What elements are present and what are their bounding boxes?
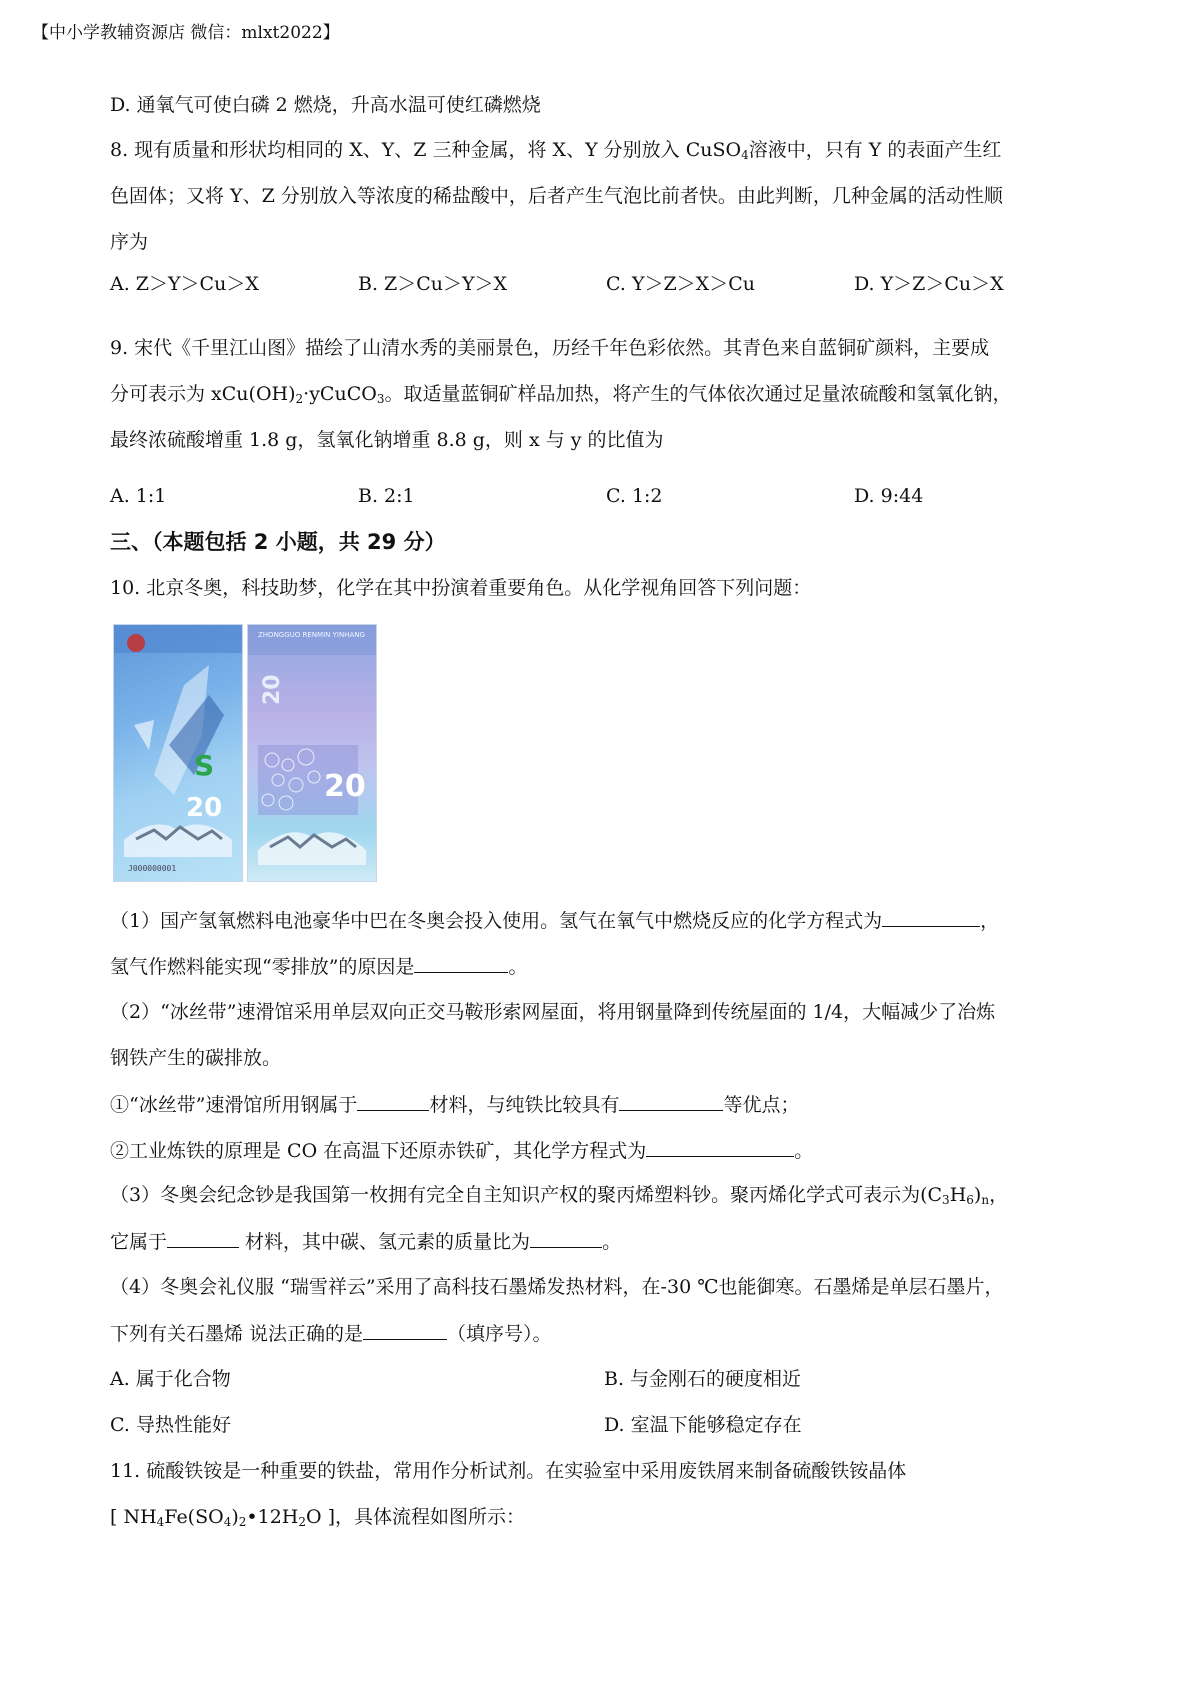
- banknote-bank-name: ZHONGGUO RENMIN YINHANG: [258, 631, 365, 639]
- banknote-front-image: [113, 624, 243, 882]
- answer-blank[interactable]: [167, 1227, 239, 1248]
- q10-part2-line-1: （2）“冰丝带”速滑馆采用单层双向正交马鞍形索网屋面，将用钢量降到传统屋面的 1/4，大幅减少了冶炼: [110, 1001, 996, 1023]
- answer-blank[interactable]: [530, 1227, 602, 1248]
- q8-option-a: A. Z＞Y＞Cu＞X: [110, 273, 259, 295]
- q10-part4-option-b: B. 与金刚石的硬度相近: [604, 1368, 802, 1390]
- q10-part4-option-a: A. 属于化合物: [110, 1368, 231, 1390]
- q8-line-2: 色固体；又将 Y、Z 分别放入等浓度的稀盐酸中，后者产生气泡比前者快。由此判断，几种金属的活动性顺: [110, 185, 1003, 207]
- q10-part2-line-2: 钢铁产生的碳排放。: [110, 1047, 282, 1069]
- answer-blank[interactable]: [357, 1090, 429, 1111]
- banknote-figure: [113, 624, 373, 880]
- q9-option-a: A. 1:1: [110, 485, 167, 507]
- q9-option-d: D. 9:44: [854, 485, 924, 507]
- q10-part1-line-1: （1）国产氢氧燃料电池豪华中巴在冬奥会投入使用。氢气在氧气中燃烧反应的化学方程式为 ，: [110, 906, 999, 935]
- q9-option-b: B. 2:1: [358, 485, 415, 507]
- q7-option-d: D. 通氧气可使白磷 2 燃烧，升高水温可使红磷燃烧: [110, 94, 541, 116]
- q10-part4-line-1: （4）冬奥会礼仪服 “瑞雪祥云”采用了高科技石墨烯发热材料，在-30 ℃也能御寒。石墨烯是单层石墨片，: [110, 1276, 1004, 1298]
- q10-part4-line-2: 下列有关石墨烯 说法正确的是 （填序号）。: [110, 1319, 552, 1348]
- q9-line-2: 分可表示为 $xCu(OH)_2\cdot yCuCO_3$。取适量蓝铜矿样品加热，将产生的气体依次通过足量浓硫酸和氢氧化钠，: [110, 383, 1012, 406]
- banknote-serial: J000000001: [128, 864, 177, 873]
- answer-blank[interactable]: [882, 906, 980, 927]
- q10-intro: 10. 北京冬奥，科技助梦，化学在其中扮演着重要角色。从化学视角回答下列问题：: [110, 577, 812, 599]
- q10-part2-sub-1: ①“冰丝带”速滑馆所用钢属于 材料，与纯铁比较具有 等优点；: [110, 1090, 799, 1119]
- q10-part3-line-1: （3）冬奥会纪念钞是我国第一枚拥有完全自主知识产权的聚丙烯塑料钞。聚丙烯化学式可表示为$(C_3H_6)_n$，: [110, 1184, 1009, 1207]
- banknote-back-art: [248, 625, 376, 881]
- q10-part4-option-c: C. 导热性能好: [110, 1414, 231, 1436]
- answer-blank[interactable]: [414, 952, 508, 973]
- q8-option-d: D. Y＞Z＞Cu＞X: [854, 273, 1004, 295]
- page-header: 【中小学教辅资源店 微信：mlxt2022】: [32, 23, 340, 43]
- banknote-back-denomination-vertical: 20: [260, 674, 285, 705]
- banknote-back-denomination: 20: [324, 769, 366, 804]
- q11-line-1: 11. 硫酸铁铵是一种重要的铁盐，常用作分析试剂。在实验室中采用废铁屑来制备硫酸铁铵晶体: [110, 1460, 907, 1482]
- answer-blank[interactable]: [619, 1090, 723, 1111]
- section-3-heading: 三、（本题包括 2 小题，共 29 分）: [110, 530, 446, 554]
- q8-line-3: 序为: [110, 231, 149, 253]
- banknote-front-denomination: 20: [186, 793, 223, 823]
- q10-part2-sub-2: ②工业炼铁的原理是 CO 在高温下还原赤铁矿，其化学方程式为 。: [110, 1136, 813, 1165]
- answer-blank[interactable]: [646, 1136, 794, 1157]
- q10-part4-option-d: D. 室温下能够稳定存在: [604, 1414, 802, 1436]
- q8-option-c: C. Y＞Z＞X＞Cu: [606, 273, 755, 295]
- q11-line-2: [ $NH_4Fe(SO_4)_2•12H_2O$ ]，具体流程如图所示：: [110, 1506, 526, 1529]
- svg-text:S: S: [194, 749, 215, 782]
- q9-option-c: C. 1:2: [606, 485, 663, 507]
- banknote-front-art: [114, 625, 242, 881]
- q10-part3-line-2: 它属于 材料，其中碳、氢元素的质量比为 。: [110, 1227, 621, 1256]
- q8-line-1: 8. 现有质量和形状均相同的 X、Y、Z 三种金属，将 X、Y 分别放入 CuSO$_4$溶液中，只有 Y 的表面产生红: [110, 139, 1002, 162]
- banknote-back-image: [247, 624, 377, 882]
- q10-part1-line-2: 氢气作燃料能实现“零排放”的原因是 。: [110, 952, 527, 981]
- q9-line-3: 最终浓硫酸增重 1.8 g，氢氧化钠增重 8.8 g，则 x 与 y 的比值为: [110, 429, 664, 451]
- answer-blank[interactable]: [363, 1319, 447, 1340]
- q9-line-1: 9. 宋代《千里江山图》描绘了山清水秀的美丽景色，历经千年色彩依然。其青色来自蓝铜矿颜料，主要成: [110, 337, 990, 359]
- q8-option-b: B. Z＞Cu＞Y＞X: [358, 273, 508, 295]
